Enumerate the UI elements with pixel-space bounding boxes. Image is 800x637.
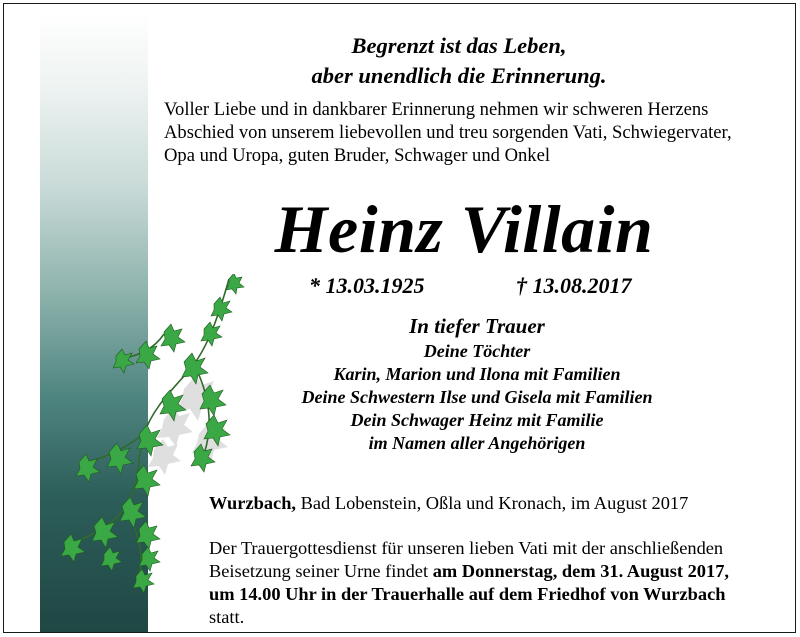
mourner-line: Karin, Marion und Ilona mit Familien: [333, 364, 621, 384]
mourner-line: Deine Töchter: [423, 341, 531, 361]
mourner-line: im Namen aller Angehörigen: [368, 433, 586, 453]
service-line-3: [209, 583, 794, 606]
motto-line-2: aber unendlich die Erinnerung.: [311, 63, 607, 88]
intro-text: [164, 98, 789, 167]
obituary-card: [3, 3, 796, 633]
service-notice: [209, 537, 794, 629]
place-date-line: [209, 491, 688, 515]
intro-line-1: Voller Liebe und in dankbarer Erinnerung nehmen wir schweren Herzens: [164, 99, 709, 120]
service-line-2: [209, 560, 794, 583]
service-time-place: um 14.00 Uhr in der Trauerhalle auf dem Friedhof von Wurzbach: [209, 584, 726, 604]
place-rest: Bad Lobenstein, Oßla und Kronach, im August 2017: [296, 493, 689, 513]
deceased-name: Heinz Villain: [274, 191, 654, 267]
death-date: † 13.08.2017: [516, 273, 632, 298]
mourners-list: [244, 340, 710, 455]
service-line-1: Der Trauergottesdienst für unseren lieben Vati mit der anschließenden: [209, 538, 724, 558]
service-line-2-a: Beisetzung seiner Urne findet: [209, 561, 433, 581]
mourning-heading: In tiefer Trauer: [409, 314, 545, 338]
mourner-line: Deine Schwestern Ilse und Gisela mit Familien: [301, 387, 653, 407]
intro-line-3: Opa und Uropa, guten Bruder, Schwager und Onkel: [164, 145, 551, 166]
place-town: Wurzbach,: [209, 493, 297, 513]
intro-line-2: Abschied von unserem liebevollen und treu sorgenden Vati, Schwiegervater,: [164, 122, 732, 143]
motto: [254, 31, 664, 91]
service-date: am Donnerstag, dem 31. August 2017,: [432, 561, 729, 581]
motto-line-1: Begrenzt ist das Leben,: [351, 33, 567, 58]
mourner-line: Dein Schwager Heinz mit Familie: [350, 410, 604, 430]
service-line-4: statt.: [209, 607, 245, 627]
birth-date: * 13.03.1925: [309, 273, 425, 298]
